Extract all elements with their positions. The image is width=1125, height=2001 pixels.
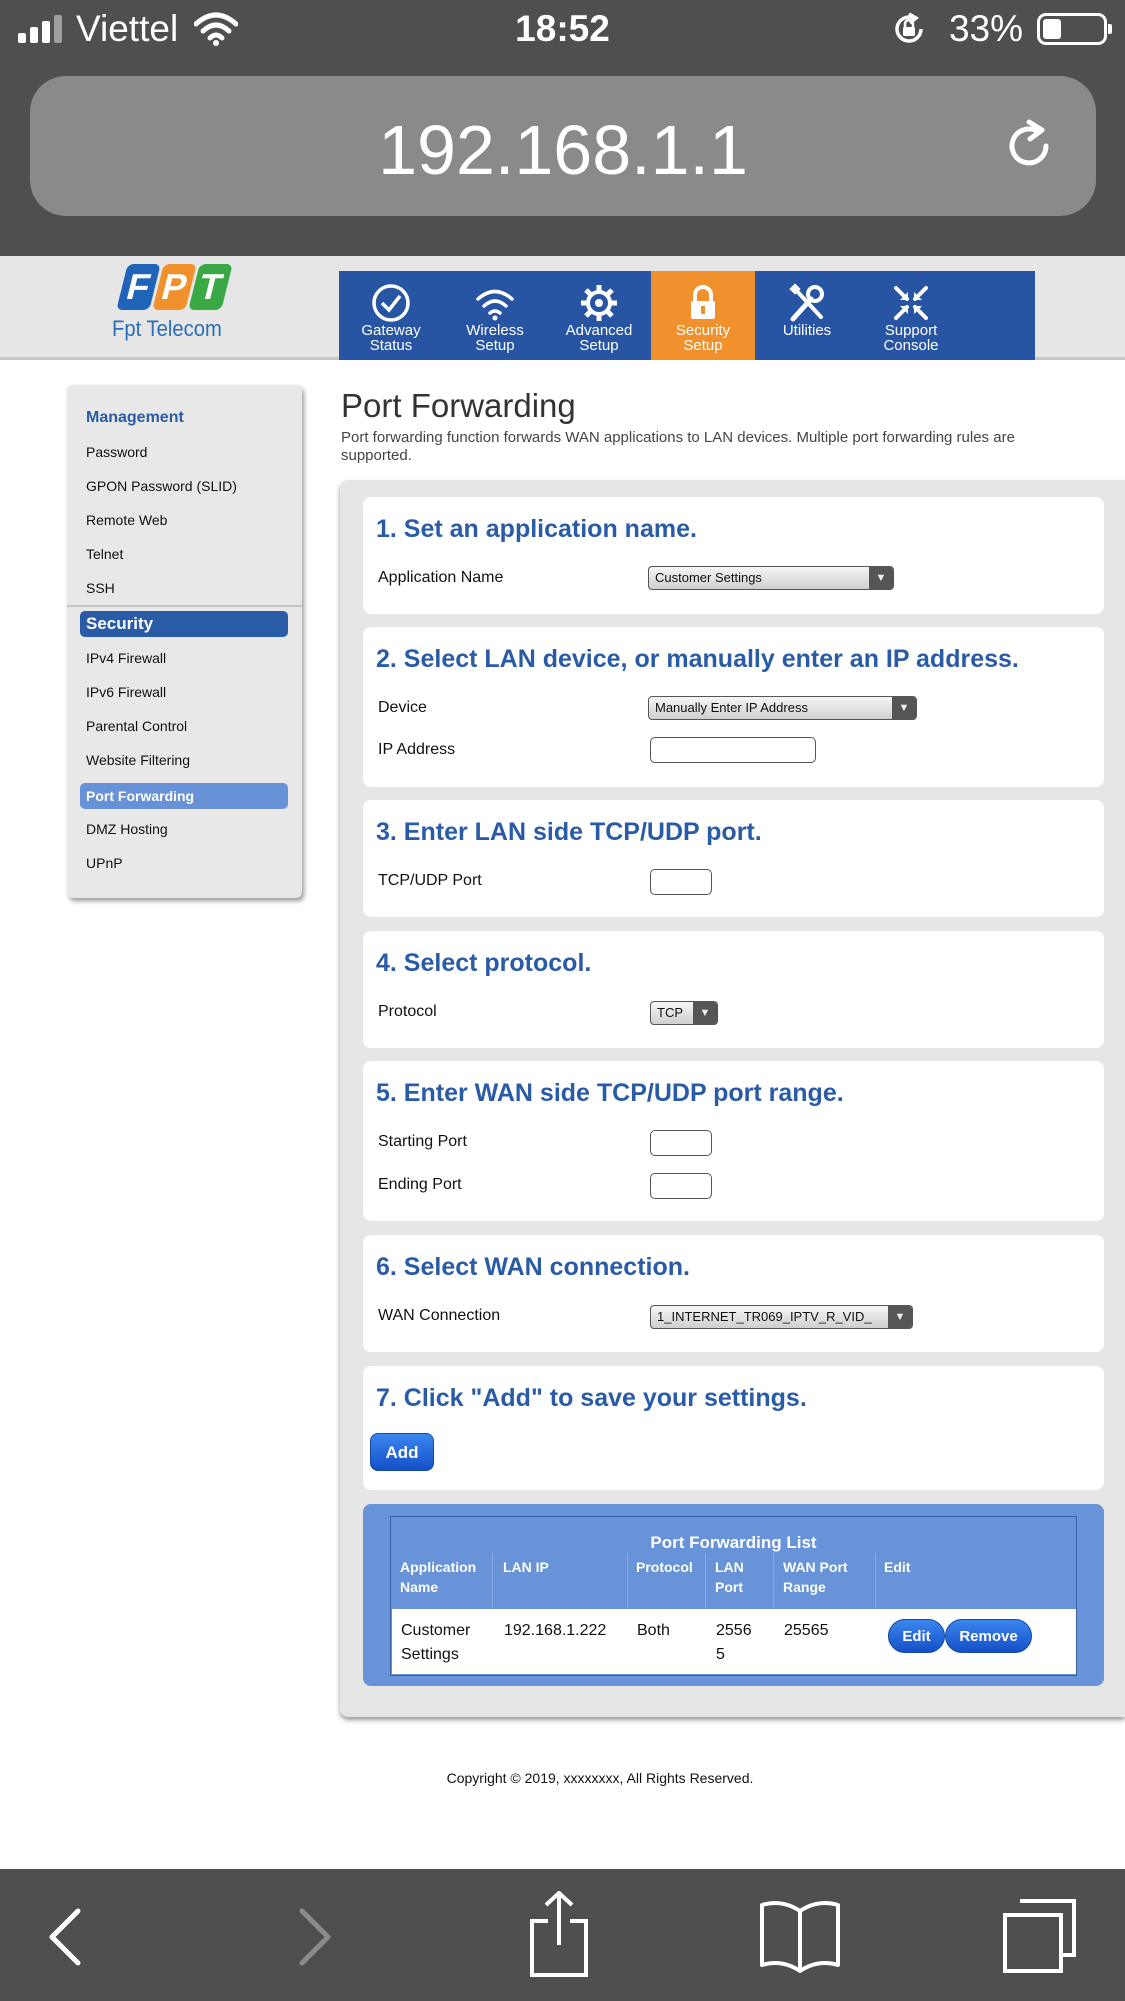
- step-title: 6. Select WAN connection.: [376, 1253, 690, 1281]
- column-header-line1: Application: [400, 1559, 477, 1575]
- cell-app-name: [401, 1619, 470, 1667]
- sidebar-heading-security[interactable]: Security: [80, 611, 288, 637]
- column-header-protocol: Protocol: [636, 1559, 693, 1575]
- battery-icon: [1037, 13, 1107, 45]
- cell-line: Customer: [401, 1622, 471, 1639]
- nav-wireless-setup[interactable]: [443, 271, 547, 360]
- fpt-logo-mark: F P T: [116, 264, 237, 310]
- column-divider: [627, 1553, 628, 1608]
- field-label: Starting Port: [378, 1133, 467, 1150]
- sidebar-divider: [67, 605, 302, 607]
- column-header-line2: Range: [783, 1579, 826, 1595]
- column-header-wan-range: [783, 1557, 848, 1597]
- fpt-logo[interactable]: [112, 264, 232, 356]
- wan-connection-select[interactable]: [650, 1305, 913, 1329]
- status-right: [891, 8, 1107, 50]
- cell-protocol: Both: [637, 1622, 670, 1639]
- step-title: 1. Set an application name.: [376, 515, 697, 543]
- remove-button[interactable]: Remove: [945, 1619, 1032, 1653]
- router-header: [0, 256, 1125, 360]
- sidebar-item-password[interactable]: Password: [86, 444, 148, 460]
- nav-label-line1: Security: [675, 322, 731, 339]
- sidebar-item-gpon-password[interactable]: GPON Password (SLID): [86, 478, 237, 494]
- cell-line: Settings: [401, 1646, 459, 1663]
- nav-security-setup[interactable]: [651, 271, 755, 360]
- sidebar-item-parental-control[interactable]: Parental Control: [86, 718, 188, 734]
- nav-utilities[interactable]: [755, 271, 859, 360]
- back-arrow-icon[interactable]: [40, 1905, 90, 1969]
- chevron-down-icon: ▼: [693, 1002, 717, 1024]
- starting-port-input[interactable]: [650, 1130, 712, 1156]
- step-card-lan-device: [363, 627, 1104, 787]
- field-label: TCP/UDP Port: [378, 872, 482, 889]
- bookmarks-icon[interactable]: [758, 1899, 842, 1973]
- column-header-lan-port: [715, 1557, 744, 1597]
- step-card-protocol: [363, 931, 1104, 1048]
- select-value: TCP: [657, 1005, 683, 1020]
- column-divider: [875, 1553, 876, 1608]
- nav-label-line1: Support: [884, 322, 938, 339]
- arrows-in-icon: [891, 283, 931, 323]
- page-title: Port Forwarding: [341, 387, 576, 424]
- column-divider: [773, 1553, 774, 1608]
- chevron-down-icon: ▼: [892, 697, 916, 719]
- sidebar-item-ssh[interactable]: SSH: [86, 580, 115, 596]
- lock-icon: [683, 283, 723, 323]
- browser-top-bar: [0, 0, 1125, 256]
- nav-support-console[interactable]: [859, 271, 963, 360]
- sidebar-item-dmz-hosting[interactable]: DMZ Hosting: [86, 821, 168, 837]
- select-value: 1_INTERNET_TR069_IPTV_R_VID_: [657, 1309, 872, 1324]
- port-forwarding-list: [363, 1504, 1104, 1686]
- share-icon[interactable]: [524, 1889, 594, 1979]
- step-card-wan-port-range: [363, 1061, 1104, 1221]
- step-card-app-name: [363, 497, 1104, 614]
- field-label: Application Name: [378, 569, 504, 586]
- chevron-down-icon: ▼: [888, 1306, 912, 1328]
- carrier-name: Viettel: [76, 8, 179, 49]
- nav-label-line1: Gateway: [361, 322, 421, 339]
- step-title: 2. Select LAN device, or manually enter an IP address.: [376, 645, 1019, 673]
- step-title: 4. Select protocol.: [376, 949, 592, 977]
- page-description: Port forwarding function forwards WAN applications to LAN devices. Multiple port forwarding rules are supported.: [341, 429, 1015, 464]
- column-divider: [705, 1553, 706, 1608]
- check-circle-icon: [371, 283, 411, 323]
- column-header-line2: Port: [715, 1579, 743, 1595]
- sidebar-item-ipv6-firewall[interactable]: IPv6 Firewall: [86, 684, 167, 700]
- list-table: [390, 1516, 1077, 1676]
- wifi-icon: [475, 283, 515, 323]
- step-title: 5. Enter WAN side TCP/UDP port range.: [376, 1079, 844, 1107]
- main-nav: [339, 271, 1035, 360]
- url-text: 192.168.1.1: [378, 111, 748, 189]
- column-divider: [492, 1553, 493, 1608]
- nav-label-line1: Utilities: [782, 322, 832, 339]
- step-card-lan-port: [363, 800, 1104, 917]
- step-card-add: [363, 1366, 1104, 1490]
- sidebar-heading-management[interactable]: Management: [86, 409, 184, 426]
- table-row: [392, 1609, 1076, 1674]
- ending-port-input[interactable]: [650, 1173, 712, 1199]
- nav-label-line2: Setup: [475, 337, 515, 354]
- ip-address-input[interactable]: [650, 737, 816, 763]
- browser-toolbar: [0, 1869, 1125, 2001]
- nav-label-line2: Console: [883, 337, 939, 354]
- application-name-select[interactable]: [648, 566, 894, 590]
- lan-port-input[interactable]: [650, 869, 712, 895]
- edit-button[interactable]: Edit: [888, 1619, 945, 1653]
- nav-label-line2: Status: [369, 337, 413, 354]
- column-header-lan-ip: LAN IP: [503, 1559, 549, 1575]
- logo-subtitle: Fpt Telecom: [112, 316, 222, 341]
- select-value: Manually Enter IP Address: [655, 700, 808, 715]
- field-label: Ending Port: [378, 1176, 462, 1193]
- field-label: Device: [378, 699, 427, 716]
- nav-label-line1: Advanced: [565, 322, 633, 339]
- protocol-select[interactable]: [650, 1001, 718, 1025]
- chevron-down-icon: ▼: [869, 567, 893, 589]
- list-caption: Port Forwarding List: [650, 1533, 817, 1552]
- reload-icon[interactable]: [1002, 118, 1058, 174]
- add-button[interactable]: Add: [370, 1433, 434, 1471]
- cell-lan-port: [716, 1619, 752, 1667]
- sidebar-item-telnet[interactable]: Telnet: [86, 546, 124, 562]
- step-title: 7. Click "Add" to save your settings.: [376, 1384, 807, 1412]
- sidebar-item-port-forwarding[interactable]: Port Forwarding: [80, 783, 288, 809]
- nav-label-line2: Setup: [683, 337, 723, 354]
- cell-wan-range: 25565: [784, 1622, 829, 1639]
- forward-arrow-icon[interactable]: [290, 1905, 340, 1969]
- field-label: WAN Connection: [378, 1307, 501, 1324]
- nav-gateway-status[interactable]: [339, 271, 443, 360]
- sidebar-item-upnp[interactable]: UPnP: [86, 855, 123, 871]
- cell-lan-ip: 192.168.1.222: [504, 1622, 607, 1639]
- gear-icon: [579, 283, 619, 323]
- device-select[interactable]: [648, 696, 917, 720]
- sidebar: [67, 385, 302, 898]
- column-header-app-name: [400, 1557, 476, 1597]
- sidebar-item-website-filtering[interactable]: Website Filtering: [86, 752, 191, 768]
- tabs-icon[interactable]: [1000, 1895, 1080, 1975]
- cell-line: 2556: [716, 1622, 752, 1639]
- battery-percent: 33%: [948, 8, 1023, 49]
- status-bar: [0, 0, 1125, 62]
- nav-label-line2: Setup: [579, 337, 619, 354]
- field-label: IP Address: [378, 741, 456, 758]
- column-header-line2: Name: [400, 1579, 439, 1595]
- url-bar[interactable]: [30, 76, 1096, 216]
- select-value: Customer Settings: [655, 570, 762, 585]
- step-title: 3. Enter LAN side TCP/UDP port.: [376, 818, 762, 846]
- status-time: 18:52: [515, 8, 610, 49]
- cell-line: 5: [716, 1646, 725, 1663]
- sidebar-item-ipv4-firewall[interactable]: IPv4 Firewall: [86, 650, 167, 666]
- nav-advanced-setup[interactable]: [547, 271, 651, 360]
- copyright-text: Copyright © 2019, xxxxxxxx, All Rights Reserved.: [446, 1770, 754, 1786]
- column-header-line1: LAN: [715, 1559, 744, 1575]
- field-label: Protocol: [378, 1003, 437, 1020]
- orientation-lock-icon: [891, 11, 927, 47]
- column-header-line1: WAN Port: [783, 1559, 848, 1575]
- step-card-wan-connection: [363, 1235, 1104, 1352]
- nav-label-line1: Wireless: [466, 322, 524, 339]
- column-header-edit: Edit: [884, 1559, 911, 1575]
- tools-icon: [787, 283, 827, 323]
- sidebar-item-remote-web[interactable]: Remote Web: [86, 512, 168, 528]
